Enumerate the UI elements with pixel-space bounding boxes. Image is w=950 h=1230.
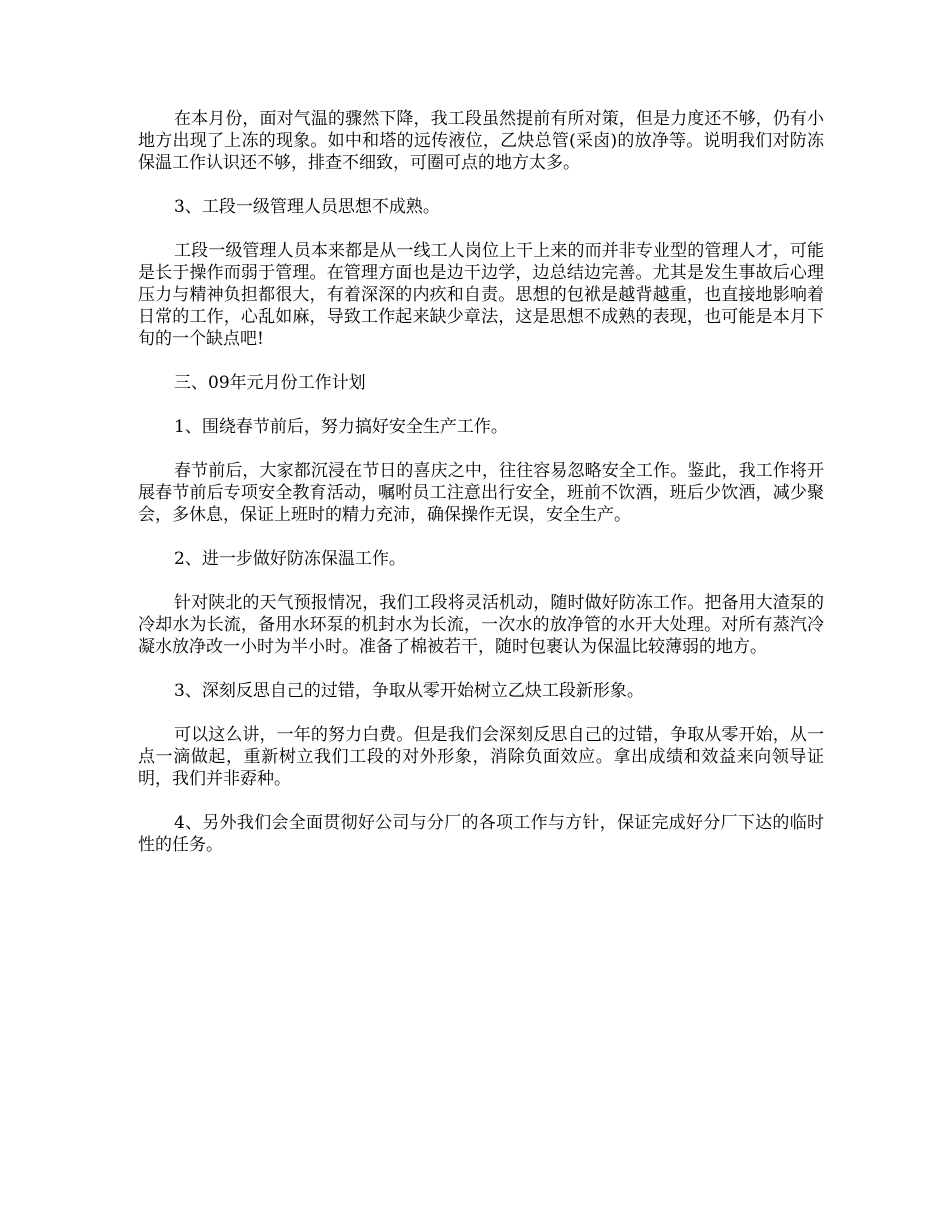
paragraph-item-4-policy: 4、另外我们会全面贯彻好公司与分厂的各项工作与方针，保证完成好分厂下达的临时性的任务。 — [138, 813, 824, 855]
heading-item-3-management: 3、工段一级管理人员思想不成熟。 — [174, 197, 440, 217]
document-page — [138, 108, 824, 878]
paragraph-frost-issues: 在本月份，面对气温的骤然下降，我工段虽然提前有所对策，但是力度还不够，仍有小地方出现了上冻的现象。如中和塔的远传液位，乙炔总管(采卤)的放净等。说明我们对防冻保温工作认识还不够，排查不细致，可圈可点的地方太多。 — [138, 109, 824, 173]
heading-item-2-frost-protection: 2、进一步做好防冻保温工作。 — [174, 549, 406, 569]
paragraph-frost-measures: 针对陕北的天气预报情况，我们工段将灵活机动，随时做好防冻工作。把备用大渣泵的冷却水为长流，备用水环泵的机封水为长流，一次水的放净管的水开大处理。对所有蒸汽冷凝水放净改一小时为半小时。准备了棉被若干，随时包裹认为保温比较薄弱的地方。 — [138, 593, 824, 657]
heading-item-3-reflection: 3、深刻反思自己的过错，争取从零开始树立乙炔工段新形象。 — [174, 681, 644, 701]
paragraph-new-image: 可以这么讲，一年的努力白费。但是我们会深刻反思自己的过错，争取从零开始，从一点一滴做起，重新树立我们工段的对外形象，消除负面效应。拿出成绩和效益来向领导证明，我们并非孬种。 — [138, 725, 824, 789]
paragraph-spring-festival-safety: 春节前后，大家都沉浸在节日的喜庆之中，往往容易忽略安全工作。鉴此，我工作将开展春节前后专项安全教育活动，嘱咐员工注意出行安全，班前不饮酒，班后少饮酒，减少聚会，多休息，保证上班时的精力充沛，确保操作无误，安全生产。 — [138, 461, 824, 525]
section-heading-work-plan: 三、09年元月份工作计划 — [174, 373, 366, 393]
paragraph-management-immaturity: 工段一级管理人员本来都是从一线工人岗位上干上来的而并非专业型的管理人才，可能是长于操作而弱于管理。在管理方面也是边干边学，边总结边完善。尤其是发生事故后心理压力与精神负担都很大，有着深深的内疚和自责。思想的包袱是越背越重，也直接地影响着日常的工作，心乱如麻，导致工作起来缺少章法，这是思想不成熟的表现，也可能是本月下旬的一个缺点吧! — [138, 241, 824, 349]
heading-item-1-safety: 1、围绕春节前后，努力搞好安全生产工作。 — [174, 417, 508, 437]
